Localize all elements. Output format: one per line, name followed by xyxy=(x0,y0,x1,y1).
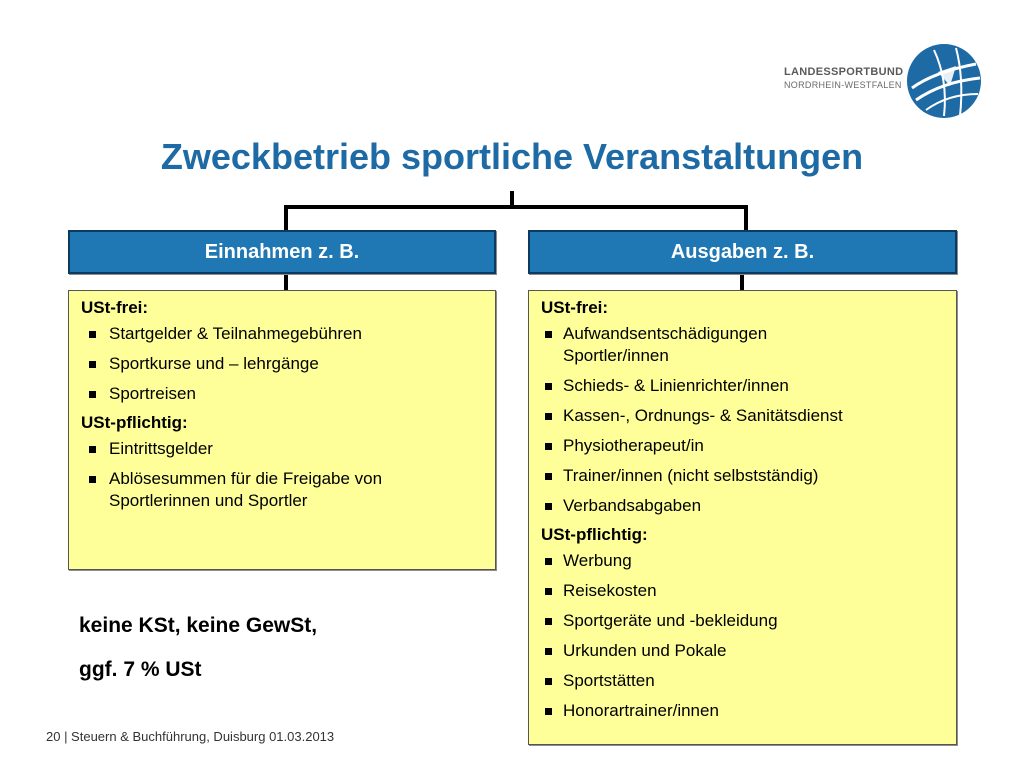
ausgaben-header-label: Ausgaben z. B. xyxy=(670,240,815,263)
list-item: Sportkurse und – lehrgänge xyxy=(81,353,485,375)
connector-left-lower xyxy=(284,274,288,290)
page-title: Zweckbetrieb sportliche Veranstaltungen xyxy=(160,136,864,177)
connector-left-down xyxy=(284,205,288,231)
connector-right-down xyxy=(744,205,748,231)
list-item: Ablösesummen für die Freigabe von Sportlerinnen und Sportler xyxy=(81,468,461,512)
bullet-icon xyxy=(545,503,552,510)
list-item: Sportgeräte und -bekleidung xyxy=(541,610,946,632)
list-item: Physiotherapeut/in xyxy=(541,435,946,457)
section-heading: USt-pflichtig: xyxy=(541,525,648,544)
einnahmen-header xyxy=(68,230,496,274)
bullet-icon xyxy=(545,383,552,390)
list-item: Verbandsabgaben xyxy=(541,495,946,517)
list-item: Reisekosten xyxy=(541,580,946,602)
section-heading: USt-frei: xyxy=(541,298,609,317)
bullet-icon xyxy=(545,331,552,338)
bullet-icon xyxy=(89,446,96,453)
list-item: Aufwandsentschädigungen Sportler/innen xyxy=(541,323,831,367)
list-item: Werbung xyxy=(541,550,946,572)
list-item: Sportreisen xyxy=(81,383,485,405)
bullet-icon xyxy=(545,648,552,655)
bullet-icon xyxy=(545,588,552,595)
bullet-icon xyxy=(89,391,96,398)
list-item: Kassen-, Ordnungs- & Sanitätsdienst xyxy=(541,405,946,427)
bullet-icon xyxy=(545,678,552,685)
bullet-icon xyxy=(545,473,552,480)
list-item: Eintrittsgelder xyxy=(81,438,485,460)
list-item: Urkunden und Pokale xyxy=(541,640,946,662)
ausgaben-header xyxy=(528,230,957,274)
einnahmen-header-label: Einnahmen z. B. xyxy=(204,240,360,263)
ausgaben-box xyxy=(528,290,957,745)
list-item: Sportstätten xyxy=(541,670,946,692)
sports-globe-icon xyxy=(904,42,984,120)
list-item: Honorartrainer/innen xyxy=(541,700,946,722)
bullet-icon xyxy=(89,361,96,368)
connector-horizontal xyxy=(284,205,748,209)
logo-line-1: LANDESSPORTBUND xyxy=(784,66,904,78)
footer-text: 20 | Steuern & Buchführung, Duisburg 01.03.2013 xyxy=(46,729,335,744)
bullet-icon xyxy=(545,413,552,420)
bullet-icon xyxy=(545,558,552,565)
note-kst-gewst: keine KSt, keine GewSt, xyxy=(79,614,318,637)
bullet-icon xyxy=(545,443,552,450)
list-item: Schieds- & Linienrichter/innen xyxy=(541,375,946,397)
bullet-icon xyxy=(545,618,552,625)
bullet-icon xyxy=(89,331,96,338)
logo-line-2: NORDRHEIN-WESTFALEN xyxy=(784,80,902,90)
bullet-icon xyxy=(89,476,96,483)
section-heading: USt-pflichtig: xyxy=(81,413,188,432)
section-heading: USt-frei: xyxy=(81,298,149,317)
logo-wordmark xyxy=(784,66,904,91)
list-item: Trainer/innen (nicht selbstständig) xyxy=(541,465,946,487)
note-ust: ggf. 7 % USt xyxy=(79,658,202,681)
bullet-icon xyxy=(545,708,552,715)
einnahmen-box xyxy=(68,290,496,570)
list-item: Startgelder & Teilnahmegebühren xyxy=(81,323,485,345)
